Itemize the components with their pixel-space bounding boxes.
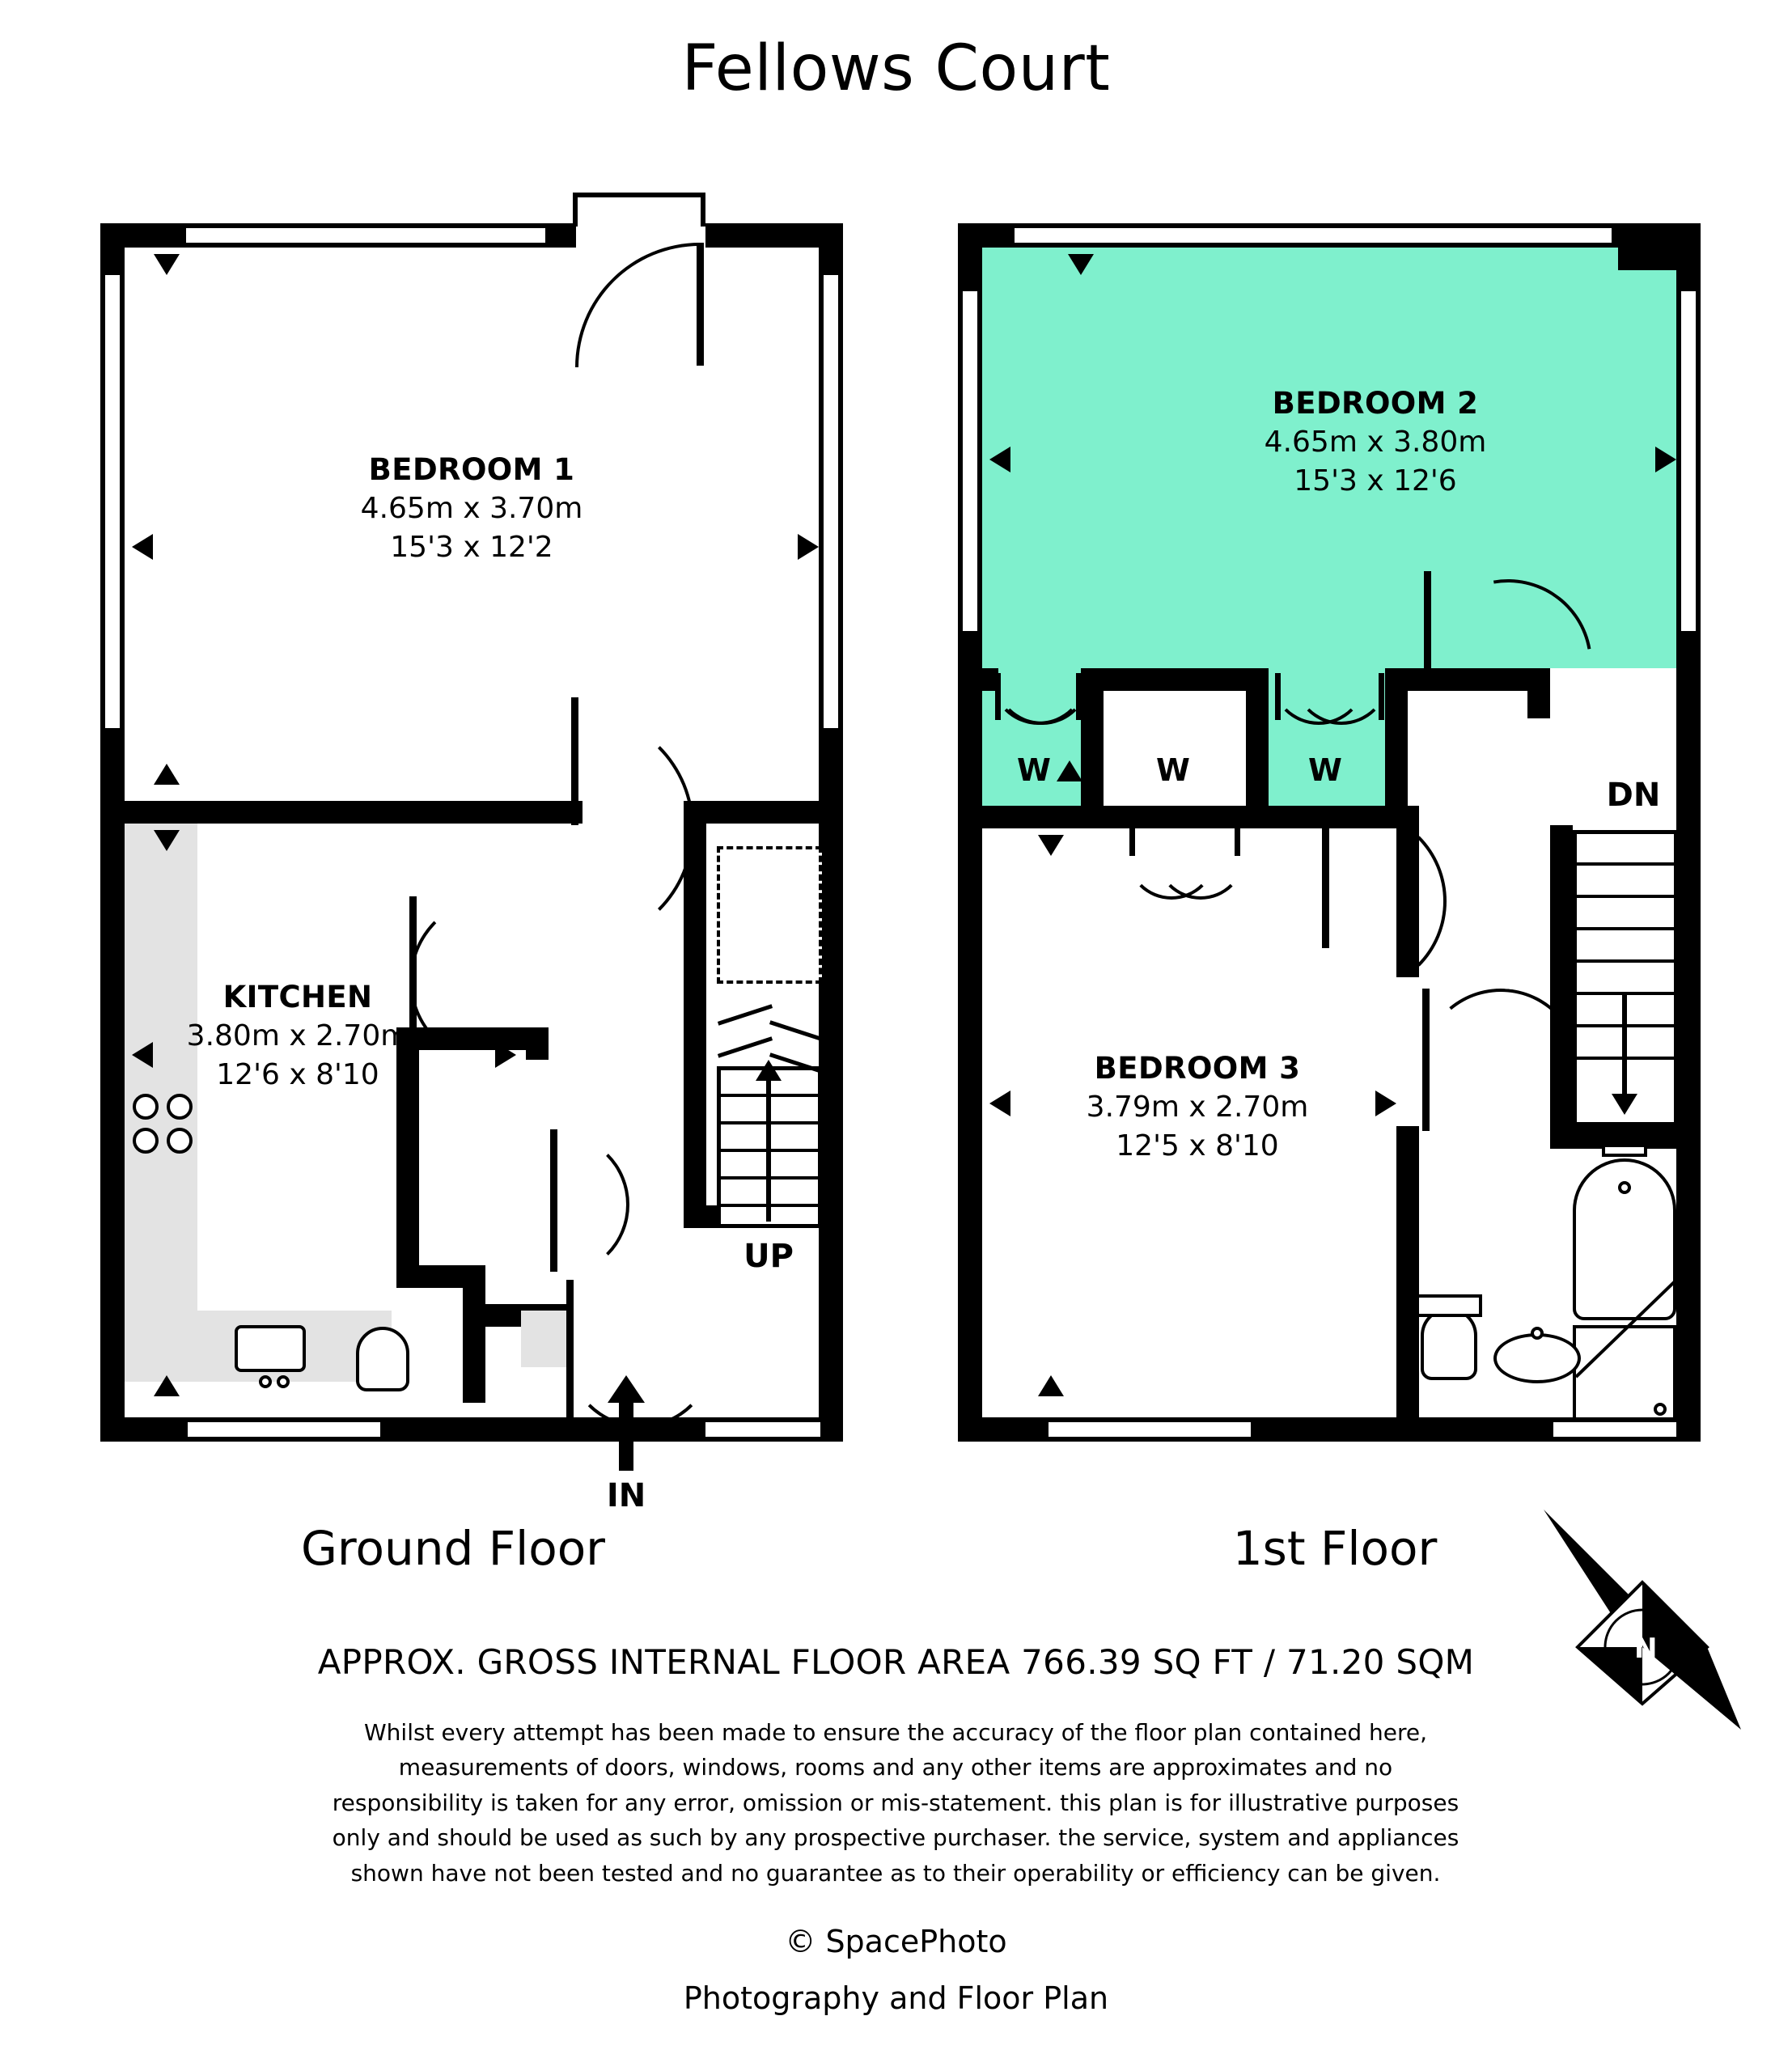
gf-hob-burner-3 <box>133 1128 159 1154</box>
ff-bed2-dim-arrow-right <box>1655 447 1676 472</box>
ff-window-top <box>1015 223 1612 248</box>
ff-bed3-door-leaf <box>1422 989 1430 1131</box>
gf-bed1-dim-arrow-right <box>798 534 819 560</box>
gf-hob-burner-1 <box>133 1094 159 1120</box>
wardrobe-label-1: W <box>1017 752 1051 788</box>
ff-stair-step <box>1573 927 1678 930</box>
ff-wash-basin <box>1493 1333 1581 1383</box>
gf-kitchen-dim-arrow-right <box>495 1042 516 1068</box>
disclaimer-line: only and should be used as such by any prospective purchaser. the service, system and appliances <box>332 1824 1459 1852</box>
gf-stair-wall-left <box>684 824 706 1228</box>
ff-bed3-dim-arrow-left <box>989 1091 1010 1116</box>
gf-top-doorway-frame-t <box>573 193 705 197</box>
ff-window-right-bed2 <box>1676 291 1701 631</box>
gf-kitchen-wall-right <box>396 1027 419 1288</box>
gf-sink-tap-2 <box>277 1375 290 1388</box>
entrance-in-label: IN <box>606 1477 646 1514</box>
wardrobe-label-3: W <box>1308 752 1342 788</box>
stair-dn-label: DN <box>1606 777 1661 814</box>
room-label-bedroom-3 <box>955 1048 1440 1166</box>
room-name: KITCHEN <box>222 980 373 1014</box>
gf-bed1-door-leaf <box>697 243 704 366</box>
gf-window-top <box>186 223 545 248</box>
gf-up-arrow-head <box>756 1060 782 1081</box>
room-metric: 4.65m x 3.80m <box>1264 426 1487 460</box>
ff-bed2-door-leaf <box>1424 571 1431 668</box>
gf-hall-door-leaf <box>571 697 578 825</box>
ff-bath-taps <box>1602 1144 1647 1157</box>
gf-entrance-door-leaf <box>566 1280 574 1422</box>
ff-wardrobe-2-leaf-r <box>1379 673 1384 720</box>
ff-wc-cistern <box>1416 1294 1482 1317</box>
ff-wardrobe-wall-2 <box>1246 668 1269 806</box>
gf-bed1-dim-arrow-left <box>132 534 153 560</box>
disclaimer-line: measurements of doors, windows, rooms and any other items are approximates and no <box>398 1754 1393 1781</box>
gf-kitchen-dim-arrow-left <box>132 1042 153 1068</box>
disclaimer-line: responsibility is taken for any error, omission or mis-statement. this plan is for illustrative purposes <box>332 1789 1459 1816</box>
disclaimer-line: shown have not been tested and no guarantee as to their operability or efficiency can be given. <box>350 1859 1441 1887</box>
ff-shower-drain <box>1654 1403 1667 1416</box>
room-imperial: 15'3 x 12'2 <box>390 531 553 565</box>
ff-stair-step <box>1573 862 1678 866</box>
ff-bathroom-wall-left <box>1550 825 1573 1126</box>
ff-window-bottom-left <box>1049 1417 1251 1442</box>
gf-kitchen-dim-arrow-bottom <box>154 1375 180 1396</box>
ff-landing-door-swing <box>1262 809 1447 993</box>
ff-basin-tap <box>1531 1327 1544 1340</box>
gf-top-doorway-frame-l <box>573 193 578 227</box>
room-imperial: 12'6 x 8'10 <box>216 1058 379 1092</box>
ff-wall-right-partition <box>1527 668 1550 718</box>
stair-up-label: UP <box>743 1238 794 1275</box>
gf-wc-pan <box>356 1327 409 1391</box>
ff-bed3-dim-arrow-bottom <box>1038 1375 1064 1396</box>
ff-bedroom2-fill <box>982 248 1676 668</box>
ff-bath-plug <box>1618 1181 1631 1194</box>
gf-sink-basin <box>235 1325 306 1372</box>
gf-stair-landing-dashed <box>717 846 822 984</box>
ff-wardrobe-wall-3 <box>1385 668 1408 806</box>
disclaimer-line: Whilst every attempt has been made to ensure the accuracy of the floor plan contained here, <box>364 1719 1427 1746</box>
gf-stair-break-1 <box>718 1004 773 1025</box>
gross-area-text: APPROX. GROSS INTERNAL FLOOR AREA 766.39 SQ FT / 71.20 SQM <box>317 1642 1475 1682</box>
ff-bed3-dim-arrow-top <box>1038 835 1064 856</box>
ff-bed2-wall-bottom-mid <box>1100 668 1254 691</box>
gf-kitchen-door-swing <box>409 896 578 1065</box>
gf-hob-burner-2 <box>167 1094 193 1120</box>
ff-dn-arrow-head <box>1612 1094 1637 1115</box>
gf-window-right-bed1 <box>819 275 843 728</box>
room-name: BEDROOM 1 <box>368 452 575 487</box>
gf-wc-door-swing <box>485 1133 629 1277</box>
ff-bed2-dim-arrow-left <box>989 447 1010 472</box>
copyright-text: © SpacePhoto <box>785 1924 1007 1959</box>
floor-caption-first: 1st Floor <box>1232 1521 1438 1576</box>
gf-entrance-door-swing <box>566 1280 714 1428</box>
room-metric: 4.65m x 3.70m <box>360 492 583 526</box>
gf-wc-wall-right <box>463 1265 485 1403</box>
gf-up-arrow-shaft <box>766 1076 771 1222</box>
ff-cupboard-leaf-r <box>1235 809 1240 856</box>
ff-landing-door-leaf <box>1322 809 1329 948</box>
wardrobe-label-2: W <box>1156 752 1190 788</box>
gf-window-bottom-right <box>705 1417 820 1442</box>
room-name: BEDROOM 3 <box>1094 1051 1301 1086</box>
gf-wc-door-leaf <box>550 1129 557 1272</box>
gf-entrance-arrow-head <box>608 1375 645 1403</box>
page-title: Fellows Court <box>681 32 1111 105</box>
gf-kitchen-dim-arrow-top <box>154 830 180 851</box>
ff-stair-step <box>1573 959 1678 963</box>
room-imperial: 15'3 x 12'6 <box>1294 464 1457 498</box>
ff-wardrobe-2-arc-right <box>1293 628 1390 725</box>
ff-wardrobe-1-leaf-r <box>1076 673 1082 720</box>
gf-bed1-dim-arrow-top <box>154 254 180 275</box>
gf-wall-mid-horizontal-right <box>684 801 843 824</box>
gf-sink-tap-1 <box>259 1375 272 1388</box>
compass-icon <box>1537 1501 1748 1736</box>
ff-bathroom-wall-partition <box>1396 1286 1419 1442</box>
ff-dn-arrow-shaft <box>1622 995 1627 1108</box>
gf-cupboard <box>521 1311 566 1367</box>
room-imperial: 12'5 x 8'10 <box>1116 1129 1279 1163</box>
ff-cupboard-leaf-l <box>1129 809 1135 856</box>
room-metric: 3.80m x 2.70m <box>186 1019 409 1053</box>
ff-wardrobe-1-leaf-l <box>995 673 1001 720</box>
floor-caption-ground: Ground Floor <box>300 1521 606 1576</box>
gf-stair-break-2 <box>769 1020 824 1041</box>
ff-bed2-dim-arrow-top <box>1068 254 1094 275</box>
gf-stair-break-3 <box>718 1036 773 1057</box>
ff-window-bottom-right <box>1553 1417 1676 1442</box>
ff-wc-pan <box>1421 1307 1477 1380</box>
gf-kitchen-door-leaf <box>409 896 417 1039</box>
compass-north-label: N <box>1634 1633 1658 1665</box>
gf-bed1-dim-arrow-bottom <box>154 764 180 785</box>
room-metric: 3.79m x 2.70m <box>1086 1091 1309 1124</box>
gf-window-left-bed1 <box>100 275 125 728</box>
gf-window-bottom-left <box>188 1417 380 1442</box>
tagline-text: Photography and Floor Plan <box>683 1980 1109 2016</box>
ff-wall-top-right-notch <box>1618 223 1701 270</box>
gf-top-doorway-frame-r <box>701 193 705 227</box>
gf-hob-burner-4 <box>167 1128 193 1154</box>
disclaimer-text <box>289 1715 1502 1891</box>
compass-rose <box>1537 1501 1748 1736</box>
ff-wardrobe-2-leaf-l <box>1275 673 1281 720</box>
ff-bed3-dim-arrow-right <box>1375 1091 1396 1116</box>
ff-cupboard-arc-right <box>1155 809 1246 900</box>
ff-window-left-bed2 <box>958 291 982 631</box>
room-name: BEDROOM 2 <box>1272 386 1479 421</box>
ff-stair-step <box>1573 895 1678 898</box>
gf-entrance-arrow-shaft <box>619 1393 633 1471</box>
